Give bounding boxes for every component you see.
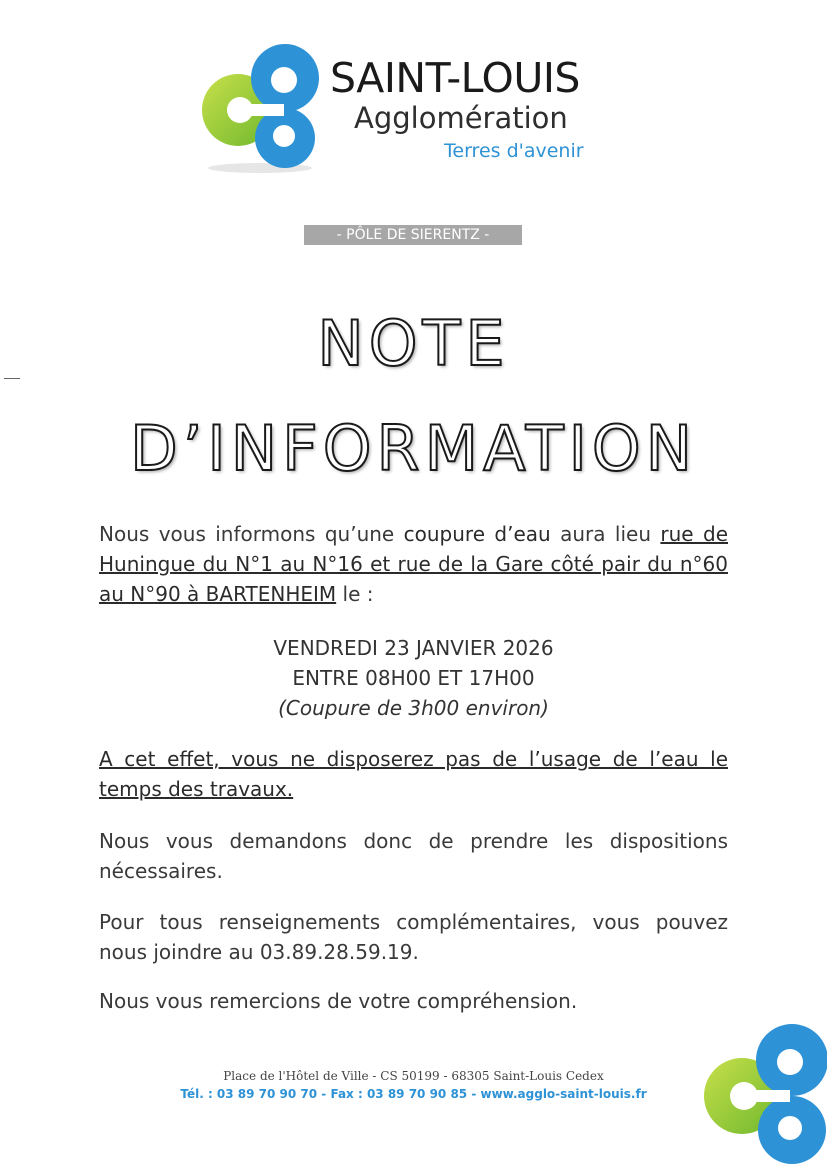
- schedule-block: [0, 633, 827, 723]
- time-line: ENTRE 08H00 ET 17H00: [292, 666, 535, 690]
- contact-paragraph: Pour tous renseignements complémentaires, vous pouvez nous joindre au 03.89.28.59.19.: [99, 910, 728, 964]
- margin-mark: [4, 378, 20, 379]
- saint-louis-logo-icon: [200, 40, 325, 175]
- duration-line: (Coupure de 3h00 environ): [278, 696, 549, 720]
- title-line-1: NOTE: [317, 307, 510, 380]
- brand-name: SAINT-LOUIS: [330, 54, 580, 102]
- request-paragraph: Nous vous demandons donc de prendre les dispositions nécessaires.: [99, 829, 728, 883]
- announcement-paragraph: [99, 519, 728, 609]
- water-cut-phrase: coupure d’eau: [403, 522, 551, 546]
- announcement-connector: aura lieu: [550, 522, 661, 546]
- announcement-intro: Nous vous informons qu’une: [99, 522, 404, 546]
- brand-tagline: Terres d'avenir: [444, 140, 584, 162]
- location-text: rue de Huningue du N°1 au N°16 et rue de la Gare côté pair du n°60 au N°90 à BARTENHEIM: [99, 522, 729, 606]
- pole-label: - PÔLE DE SIERENTZ -: [304, 225, 522, 245]
- brand-subtitle: Agglomération: [354, 101, 568, 135]
- header-logo: [200, 40, 640, 180]
- footer-address: Place de l'Hôtel de Ville - CS 50199 - 68305 Saint-Louis Cedex: [223, 1069, 604, 1083]
- announcement-end: le :: [336, 582, 374, 606]
- notice-paragraph: A cet effet, vous ne disposerez pas de l’usage de l’eau le temps des travaux.: [99, 747, 728, 801]
- footer-logo-icon: [700, 1018, 827, 1169]
- footer-contact: Tél. : 03 89 70 90 70 - Fax : 03 89 70 90 85 - www.agglo-saint-louis.fr: [180, 1087, 647, 1101]
- title-line-2: D’INFORMATION: [129, 412, 698, 485]
- thanks-paragraph: Nous vous remercions de votre compréhension.: [99, 989, 578, 1013]
- date-line: VENDREDI 23 JANVIER 2026: [273, 636, 554, 660]
